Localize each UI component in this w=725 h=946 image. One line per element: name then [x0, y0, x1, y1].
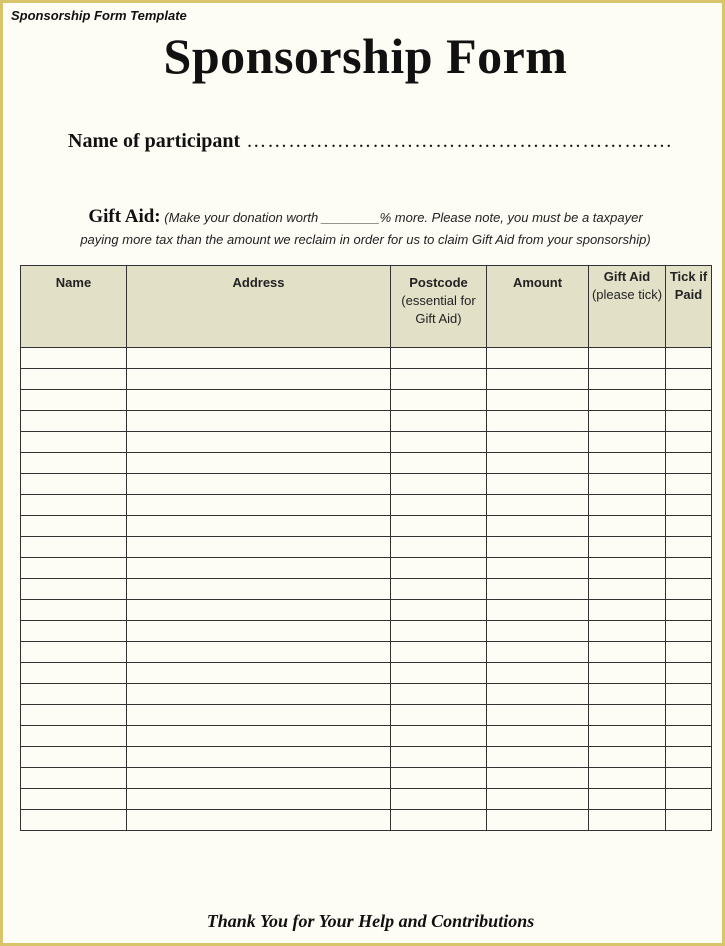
cell-name[interactable]: [21, 453, 127, 474]
cell-amount[interactable]: [487, 516, 589, 537]
cell-address[interactable]: [127, 390, 391, 411]
table-row: [21, 747, 712, 768]
cell-amount[interactable]: [487, 390, 589, 411]
cell-amount[interactable]: [487, 348, 589, 369]
cell-amount[interactable]: [487, 726, 589, 747]
cell-amount[interactable]: [487, 495, 589, 516]
header-name: Name: [21, 266, 127, 348]
cell-paid[interactable]: [666, 537, 712, 558]
cell-paid[interactable]: [666, 810, 712, 831]
cell-paid[interactable]: [666, 789, 712, 810]
cell-name[interactable]: [21, 600, 127, 621]
cell-postcode[interactable]: [391, 411, 487, 432]
cell-gift-aid[interactable]: [589, 516, 666, 537]
cell-name[interactable]: [21, 411, 127, 432]
cell-address[interactable]: [127, 432, 391, 453]
cell-postcode[interactable]: [391, 516, 487, 537]
cell-name[interactable]: [21, 390, 127, 411]
cell-amount[interactable]: [487, 411, 589, 432]
cell-amount[interactable]: [487, 600, 589, 621]
header-tick-if-paid: Tick if Paid: [666, 266, 712, 348]
table-row: [21, 684, 712, 705]
cell-name[interactable]: [21, 432, 127, 453]
cell-postcode[interactable]: [391, 432, 487, 453]
cell-address[interactable]: [127, 663, 391, 684]
cell-name[interactable]: [21, 495, 127, 516]
cell-gift-aid[interactable]: [589, 474, 666, 495]
cell-gift-aid[interactable]: [589, 642, 666, 663]
cell-address[interactable]: [127, 705, 391, 726]
cell-address[interactable]: [127, 516, 391, 537]
cell-address[interactable]: [127, 411, 391, 432]
table-row: [21, 579, 712, 600]
cell-amount[interactable]: [487, 474, 589, 495]
cell-amount[interactable]: [487, 789, 589, 810]
cell-gift-aid[interactable]: [589, 768, 666, 789]
cell-paid[interactable]: [666, 558, 712, 579]
gift-aid-text-1: (Make your donation worth ________% more. Please note, you must be a taxpayer: [164, 210, 643, 225]
cell-name[interactable]: [21, 348, 127, 369]
sponsor-table: [20, 265, 712, 831]
cell-name[interactable]: [21, 579, 127, 600]
table-row: [21, 411, 712, 432]
cell-paid[interactable]: [666, 432, 712, 453]
cell-paid[interactable]: [666, 642, 712, 663]
table-row: [21, 516, 712, 537]
gift-aid-line-1: [3, 206, 725, 228]
cell-amount[interactable]: [487, 453, 589, 474]
header-postcode: Postcode (essential for Gift Aid): [391, 266, 487, 348]
cell-postcode[interactable]: [391, 390, 487, 411]
cell-paid[interactable]: [666, 600, 712, 621]
cell-paid[interactable]: [666, 453, 712, 474]
table-row: [21, 663, 712, 684]
gift-aid-label: Gift Aid:: [88, 206, 161, 227]
cell-gift-aid[interactable]: [589, 789, 666, 810]
cell-gift-aid[interactable]: [589, 705, 666, 726]
cell-address[interactable]: [127, 726, 391, 747]
cell-postcode[interactable]: [391, 495, 487, 516]
cell-gift-aid[interactable]: [589, 663, 666, 684]
cell-paid[interactable]: [666, 411, 712, 432]
cell-paid[interactable]: [666, 369, 712, 390]
cell-gift-aid[interactable]: [589, 558, 666, 579]
cell-postcode[interactable]: [391, 537, 487, 558]
cell-postcode[interactable]: [391, 600, 487, 621]
header-address: Address: [127, 266, 391, 348]
table-row: [21, 432, 712, 453]
cell-name[interactable]: [21, 684, 127, 705]
gift-aid-note: [3, 206, 725, 247]
table-row: [21, 537, 712, 558]
gift-aid-text-2: paying more tax than the amount we reclaim in order for us to claim Gift Aid from your sponsorship): [80, 232, 651, 247]
table-row: [21, 621, 712, 642]
cell-paid[interactable]: [666, 684, 712, 705]
table-row: [21, 390, 712, 411]
header-gift-aid: Gift Aid (please tick): [589, 266, 666, 348]
cell-address[interactable]: [127, 768, 391, 789]
participant-dots: …………………………………………………….: [246, 130, 673, 152]
cell-address[interactable]: [127, 642, 391, 663]
cell-gift-aid[interactable]: [589, 432, 666, 453]
cell-amount[interactable]: [487, 705, 589, 726]
cell-amount[interactable]: [487, 621, 589, 642]
cell-paid[interactable]: [666, 621, 712, 642]
cell-gift-aid[interactable]: [589, 369, 666, 390]
header-gift-aid-note: (please tick): [591, 287, 663, 302]
cell-gift-aid[interactable]: [589, 810, 666, 831]
cell-name[interactable]: [21, 705, 127, 726]
cell-gift-aid[interactable]: [589, 537, 666, 558]
form-title: Sponsorship Form: [163, 28, 568, 84]
table-row: [21, 789, 712, 810]
table-row: [21, 810, 712, 831]
template-label: Sponsorship Form Template: [11, 8, 187, 23]
cell-address[interactable]: [127, 537, 391, 558]
table-row: [21, 474, 712, 495]
cell-postcode[interactable]: [391, 726, 487, 747]
cell-paid[interactable]: [666, 390, 712, 411]
footer-thanks: Thank You for Your Help and Contributions: [206, 911, 535, 931]
cell-paid[interactable]: [666, 726, 712, 747]
cell-address[interactable]: [127, 453, 391, 474]
cell-name[interactable]: [21, 642, 127, 663]
cell-amount[interactable]: [487, 810, 589, 831]
cell-gift-aid[interactable]: [589, 453, 666, 474]
cell-postcode[interactable]: [391, 705, 487, 726]
table-row: [21, 642, 712, 663]
cell-address[interactable]: [127, 747, 391, 768]
cell-postcode[interactable]: [391, 663, 487, 684]
cell-amount[interactable]: [487, 747, 589, 768]
cell-amount[interactable]: [487, 642, 589, 663]
cell-name[interactable]: [21, 768, 127, 789]
cell-address[interactable]: [127, 621, 391, 642]
table-row: [21, 600, 712, 621]
table-row: [21, 768, 712, 789]
cell-name[interactable]: [21, 369, 127, 390]
cell-gift-aid[interactable]: [589, 579, 666, 600]
cell-postcode[interactable]: [391, 684, 487, 705]
cell-name[interactable]: [21, 558, 127, 579]
cell-postcode[interactable]: [391, 642, 487, 663]
table-row: [21, 495, 712, 516]
cell-amount[interactable]: [487, 579, 589, 600]
cell-paid[interactable]: [666, 474, 712, 495]
cell-amount[interactable]: [487, 663, 589, 684]
cell-name[interactable]: [21, 789, 127, 810]
table-row: [21, 726, 712, 747]
cell-postcode[interactable]: [391, 474, 487, 495]
cell-amount[interactable]: [487, 768, 589, 789]
cell-paid[interactable]: [666, 705, 712, 726]
cell-name[interactable]: [21, 726, 127, 747]
table-row: [21, 348, 712, 369]
table-row: [21, 369, 712, 390]
cell-postcode[interactable]: [391, 768, 487, 789]
cell-name[interactable]: [21, 810, 127, 831]
cell-amount[interactable]: [487, 684, 589, 705]
table-row: [21, 558, 712, 579]
cell-postcode[interactable]: [391, 747, 487, 768]
cell-name[interactable]: [21, 474, 127, 495]
cell-name[interactable]: [21, 516, 127, 537]
cell-amount[interactable]: [487, 432, 589, 453]
cell-address[interactable]: [127, 474, 391, 495]
cell-name[interactable]: [21, 621, 127, 642]
cell-name[interactable]: [21, 663, 127, 684]
cell-postcode[interactable]: [391, 348, 487, 369]
cell-amount[interactable]: [487, 558, 589, 579]
cell-address[interactable]: [127, 600, 391, 621]
cell-postcode[interactable]: [391, 810, 487, 831]
cell-name[interactable]: [21, 537, 127, 558]
cell-postcode[interactable]: [391, 579, 487, 600]
header-amount: Amount: [487, 266, 589, 348]
participant-label: Name of participant: [68, 130, 241, 152]
cell-gift-aid[interactable]: [589, 348, 666, 369]
table-row: [21, 705, 712, 726]
cell-postcode[interactable]: [391, 558, 487, 579]
cell-gift-aid[interactable]: [589, 390, 666, 411]
cell-gift-aid[interactable]: [589, 726, 666, 747]
cell-postcode[interactable]: [391, 789, 487, 810]
cell-gift-aid[interactable]: [589, 621, 666, 642]
cell-paid[interactable]: [666, 348, 712, 369]
cell-address[interactable]: [127, 495, 391, 516]
cell-postcode[interactable]: [391, 453, 487, 474]
cell-gift-aid[interactable]: [589, 747, 666, 768]
cell-gift-aid[interactable]: [589, 495, 666, 516]
cell-paid[interactable]: [666, 495, 712, 516]
cell-gift-aid[interactable]: [589, 600, 666, 621]
cell-paid[interactable]: [666, 579, 712, 600]
cell-address[interactable]: [127, 579, 391, 600]
cell-name[interactable]: [21, 747, 127, 768]
cell-amount[interactable]: [487, 537, 589, 558]
cell-paid[interactable]: [666, 768, 712, 789]
cell-postcode[interactable]: [391, 621, 487, 642]
cell-paid[interactable]: [666, 747, 712, 768]
header-postcode-note: (essential for Gift Aid): [401, 293, 476, 326]
cell-address[interactable]: [127, 558, 391, 579]
cell-address[interactable]: [127, 684, 391, 705]
cell-paid[interactable]: [666, 663, 712, 684]
cell-gift-aid[interactable]: [589, 411, 666, 432]
cell-amount[interactable]: [487, 369, 589, 390]
cell-address[interactable]: [127, 369, 391, 390]
participant-name-line[interactable]: [68, 130, 672, 153]
cell-gift-aid[interactable]: [589, 684, 666, 705]
cell-address[interactable]: [127, 789, 391, 810]
cell-postcode[interactable]: [391, 369, 487, 390]
table-row: [21, 453, 712, 474]
cell-address[interactable]: [127, 348, 391, 369]
cell-paid[interactable]: [666, 516, 712, 537]
table-header-row: [21, 266, 712, 348]
cell-address[interactable]: [127, 810, 391, 831]
